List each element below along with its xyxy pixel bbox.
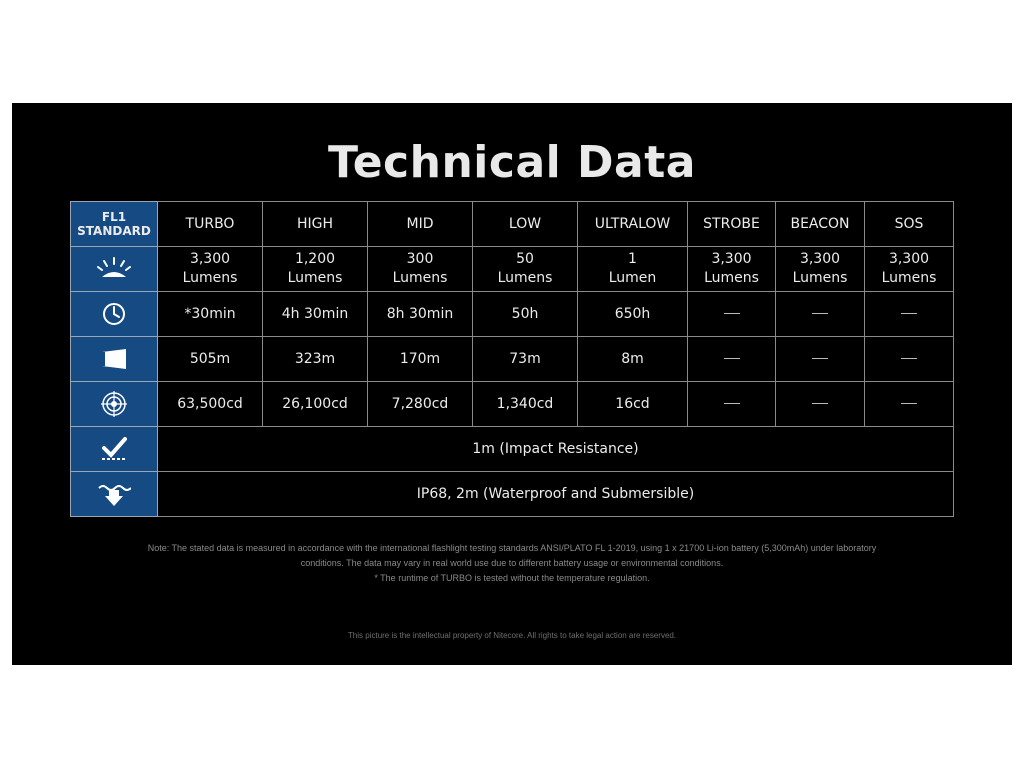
runtime-cell: [865, 292, 954, 337]
not-applicable-dash: [901, 313, 917, 314]
not-applicable-dash: [901, 403, 917, 404]
runtime-clock-icon: [71, 292, 158, 337]
peak-intensity-cell: [688, 382, 776, 427]
output-row: [71, 247, 954, 292]
not-applicable-dash: [724, 403, 740, 404]
standard-label: FL1 STANDARD: [71, 202, 158, 247]
beam-distance-cell: 8m: [578, 337, 688, 382]
header-row: [71, 202, 954, 247]
runtime-cell: [688, 292, 776, 337]
mode-header: HIGH: [263, 202, 368, 247]
mode-header: TURBO: [158, 202, 263, 247]
beam-distance-cell: 73m: [473, 337, 578, 382]
runtime-row: [71, 292, 954, 337]
waterproof-value: IP68, 2m (Waterproof and Submersible): [158, 472, 954, 517]
output-cell: 1 Lumen: [578, 247, 688, 292]
footnote-line: conditions. The data may vary in real world use due to different battery usage or environmental conditions.: [300, 558, 724, 568]
beam-distance-icon: [71, 337, 158, 382]
peak-intensity-cell: [865, 382, 954, 427]
peak-intensity-cell: [776, 382, 865, 427]
runtime-cell: 8h 30min: [368, 292, 473, 337]
peak-intensity-cell: 26,100cd: [263, 382, 368, 427]
not-applicable-dash: [812, 403, 828, 404]
impact-resistance-value: 1m (Impact Resistance): [158, 427, 954, 472]
peak-intensity-cell: 63,500cd: [158, 382, 263, 427]
output-cell: 3,300 Lumens: [688, 247, 776, 292]
footnote-line: Note: The stated data is measured in accordance with the international flashlight testing standards ANSI/PLATO FL 1-2019, using 1 x 21700 Li-ion battery (5,300mAh) under laboratory: [147, 543, 877, 553]
impact-resistance-icon: [71, 427, 158, 472]
beam-distance-cell: [688, 337, 776, 382]
footnote: [52, 541, 972, 586]
beam-distance-cell: [776, 337, 865, 382]
copyright-notice: This picture is the intellectual property of Nitecore. All rights to take legal action are reserved.: [347, 631, 677, 640]
output-cell: 3,300 Lumens: [776, 247, 865, 292]
output-cell: 3,300 Lumens: [865, 247, 954, 292]
beam-distance-cell: 505m: [158, 337, 263, 382]
footnote-line: * The runtime of TURBO is tested without the temperature regulation.: [374, 573, 650, 583]
spec-table: [70, 201, 954, 517]
runtime-cell: 50h: [473, 292, 578, 337]
waterproof-row: [71, 472, 954, 517]
beam-distance-cell: 170m: [368, 337, 473, 382]
impact-resistance-row: [71, 427, 954, 472]
runtime-cell: 4h 30min: [263, 292, 368, 337]
not-applicable-dash: [901, 358, 917, 359]
not-applicable-dash: [812, 358, 828, 359]
peak-intensity-cell: 16cd: [578, 382, 688, 427]
mode-header: BEACON: [776, 202, 865, 247]
page-title: Technical Data: [328, 137, 696, 188]
not-applicable-dash: [812, 313, 828, 314]
mode-header: STROBE: [688, 202, 776, 247]
waterproof-icon: [71, 472, 158, 517]
peak-intensity-cell: 7,280cd: [368, 382, 473, 427]
beam-distance-cell: 323m: [263, 337, 368, 382]
mode-header: LOW: [473, 202, 578, 247]
output-cell: 1,200 Lumens: [263, 247, 368, 292]
mode-header: ULTRALOW: [578, 202, 688, 247]
output-cell: 300 Lumens: [368, 247, 473, 292]
peak-intensity-icon: [71, 382, 158, 427]
peak-intensity-cell: 1,340cd: [473, 382, 578, 427]
runtime-cell: [776, 292, 865, 337]
beam-distance-cell: [865, 337, 954, 382]
output-cell: 3,300 Lumens: [158, 247, 263, 292]
mode-header: MID: [368, 202, 473, 247]
beam-distance-row: [71, 337, 954, 382]
tech-data-panel: [12, 103, 1012, 665]
not-applicable-dash: [724, 358, 740, 359]
not-applicable-dash: [724, 313, 740, 314]
mode-header: SOS: [865, 202, 954, 247]
output-cell: 50 Lumens: [473, 247, 578, 292]
runtime-cell: *30min: [158, 292, 263, 337]
runtime-cell: 650h: [578, 292, 688, 337]
brightness-icon: [71, 247, 158, 292]
peak-intensity-row: [71, 382, 954, 427]
